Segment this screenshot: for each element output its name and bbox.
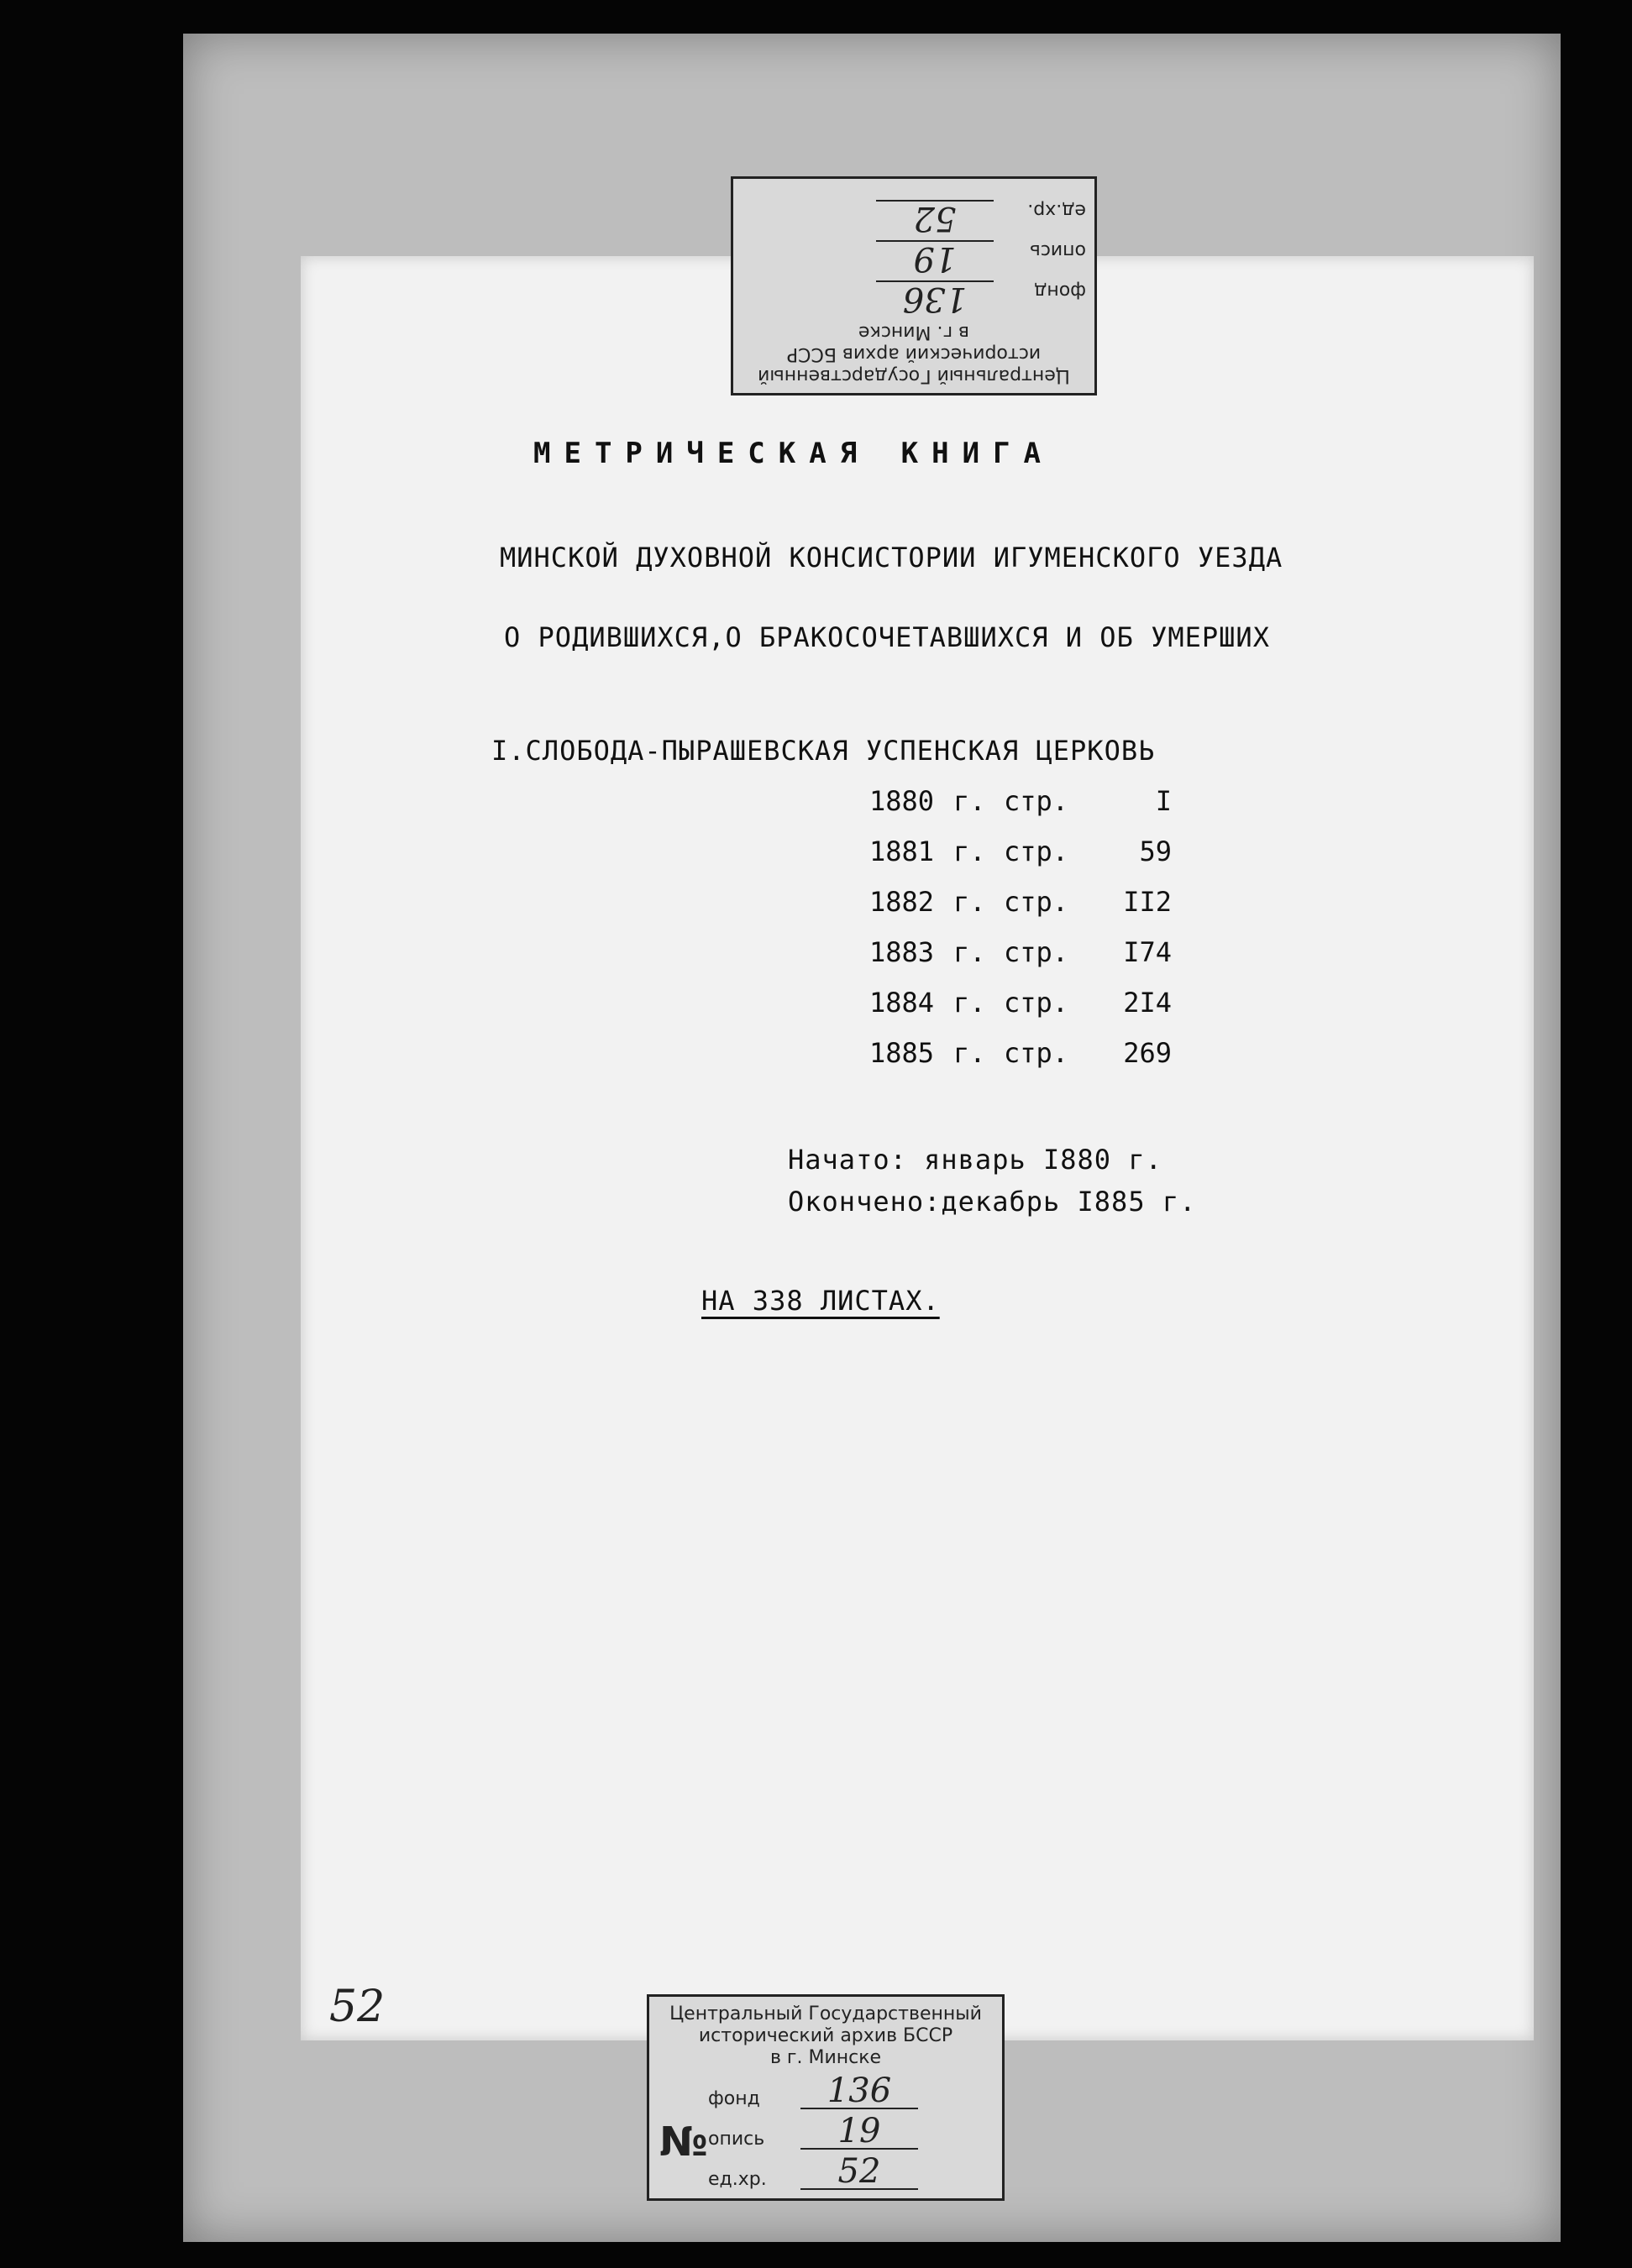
- start-date: Начато: январь I880 г.: [788, 1144, 1162, 1176]
- book-title: МЕТРИЧЕСКАЯ КНИГА: [533, 437, 1054, 470]
- sheet-count: НА 338 ЛИСТАХ.: [701, 1285, 940, 1317]
- contents-row: 1881 г. стр. 59: [869, 835, 1172, 867]
- handwritten-margin-number: 52: [329, 1982, 386, 2032]
- church-name: I.СЛОБОДА-ПЫРАШЕВСКАЯ УСПЕНСКАЯ ЦЕРКОВЬ: [491, 735, 1156, 767]
- contents-row: 1880 г. стр. I: [869, 785, 1172, 817]
- records-type-line: О РОДИВШИХСЯ,О БРАКОСОЧЕТАВШИХСЯ И ОБ УМЕРШИХ: [504, 621, 1270, 653]
- contents-row: 1885 г. стр. 269: [869, 1037, 1172, 1069]
- stamp-org: Центральный Государственный исторический архив БССР в г. Минске: [758, 322, 1070, 386]
- end-date: Окончено:декабрь I885 г.: [788, 1186, 1197, 1218]
- archive-stamp-top-inverted: Центральный Государственный исторический архив БССР в г. Минске фонд 136 опись 19 ед.хр. 52: [731, 176, 1097, 395]
- consistory-line: МИНСКОЙ ДУХОВНОЙ КОНСИСТОРИИ ИГУМЕНСКОГО УЕЗДА: [500, 542, 1283, 574]
- contents-row: 1884 г. стр. 2I4: [869, 987, 1172, 1019]
- number-sign: №: [659, 2119, 708, 2166]
- contents-list: [869, 785, 1172, 1087]
- contents-row: 1883 г. стр. I74: [869, 936, 1172, 968]
- stamp-org: Центральный Государственный исторический архив БССР в г. Минске: [669, 2003, 982, 2068]
- contents-row: 1882 г. стр. II2: [869, 886, 1172, 918]
- archive-stamp-bottom: Центральный Государственный исторический архив БССР в г. Минске № фонд 136 опись 19 ед.хр. 52: [647, 1994, 1005, 2201]
